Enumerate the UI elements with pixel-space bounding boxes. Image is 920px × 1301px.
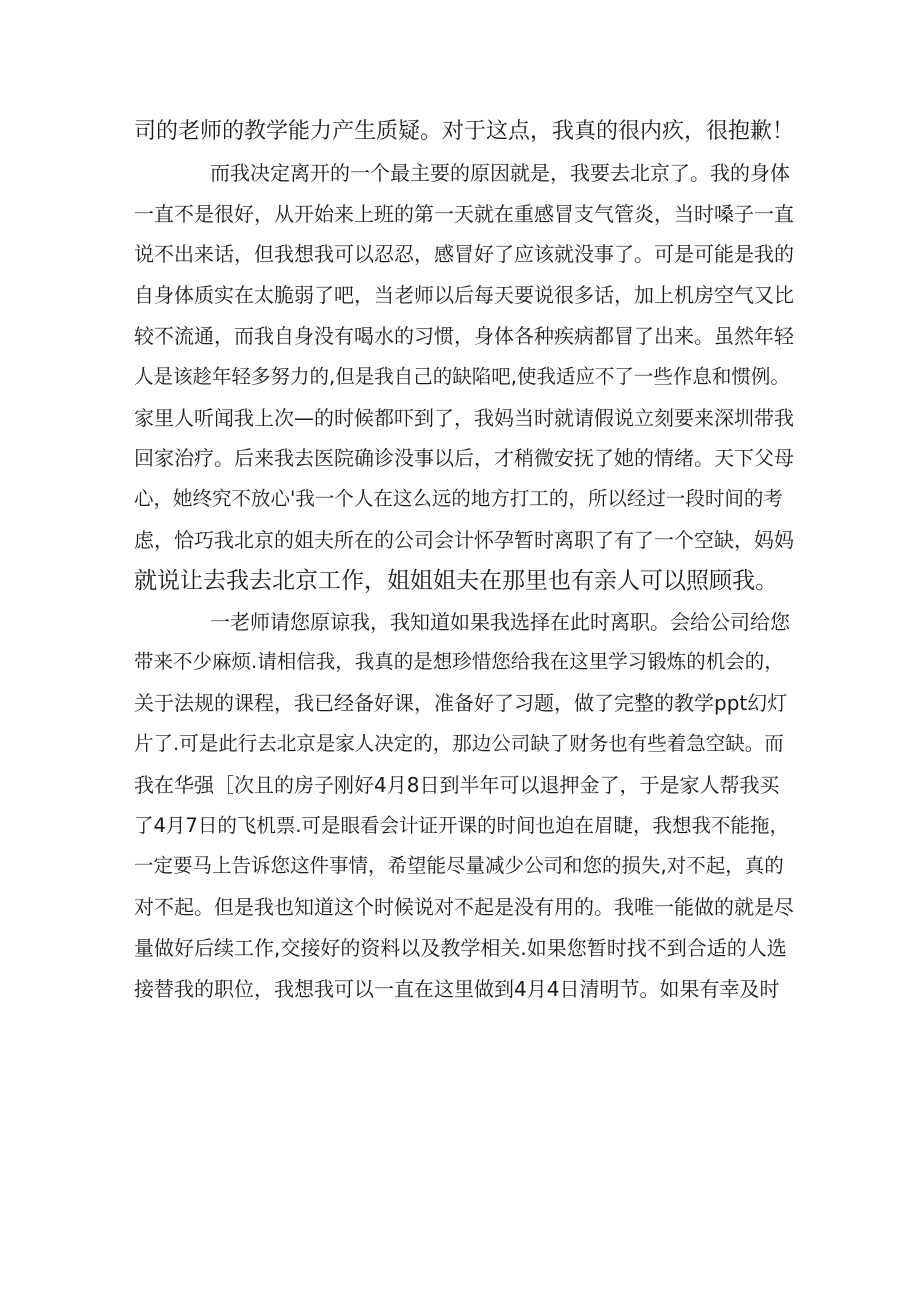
text-line: 接替我的职位，我想我可以一直在这里做到4月4日清明节。如果有幸及时 bbox=[134, 976, 780, 1001]
text-line: 就说让去我去北京工作，姐姐姐夫在那里也有亲人可以照顾我。 bbox=[134, 567, 778, 594]
text-line: 回家治疗。后来我去医院确诊没事以后，才稍微安抚了她的情绪。天下父母 bbox=[134, 446, 794, 471]
text-line: 对不起。但是我也知道这个时候说对不起是没有用的。我唯一能做的就是尽 bbox=[134, 895, 794, 920]
text-line: 自身体质实在太脆弱了吧，当老师以后每天要说很多话，加上机房空气又比 bbox=[134, 283, 794, 308]
text-line: 一定要马上告诉您这件事情，希望能尽量减少公司和您的损失,对不起，真的 bbox=[134, 854, 784, 878]
text-line: 一直不是很好，从开始来上班的第一天就在重感冒支气管炎，当时嗓子一直 bbox=[134, 201, 794, 226]
text-line: 片了.可是此行去北京是家人决定的，那边公司缺了财务也有些着急空缺。而 bbox=[134, 731, 784, 755]
text-line: 量做好后续工作,交接好的资料以及教学相关.如果您暂时找不到合适的人选 bbox=[134, 935, 787, 960]
text-line: 心，她终究不放心'我一个人在这么远的地方打工的，所以经过一段时间的考 bbox=[134, 487, 783, 511]
paragraph-first-line: 一老师请您原谅我，我知道如果我选择在此时离职。会给公司给您 bbox=[210, 609, 790, 634]
text-line: 说不出来话，但我想我可以忍忍，感冒好了应该就没事了。可是可能是我的 bbox=[134, 242, 794, 267]
text-line: 我在华强［次且的房子刚好4月8日到半年可以退押金了，于是家人帮我买 bbox=[134, 772, 780, 797]
text-line: 带来不少麻烦.请相信我，我真的是想珍惜您给我在这里学习锻炼的机会的， bbox=[134, 650, 784, 674]
text-line: 虑，恰巧我北京的姐夫所在的公司会计怀孕暂时离职了有了一个空缺，妈妈 bbox=[134, 527, 794, 552]
text-line: 人是该趁年轻多努力的,但是我自己的缺陷吧,使我适应不了一些作息和惯例。 bbox=[134, 364, 790, 388]
paragraph-first-line: 而我决定离开的一个最主要的原因就是，我要去北京了。我的身体 bbox=[210, 160, 790, 185]
text-line: 家里人听闻我上次—的时候都吓到了，我妈当时就请假说立刻要来深圳带我 bbox=[134, 405, 794, 430]
text-line: 较不流通，而我自身没有喝水的习惯，身体各种疾病都冒了出来。虽然年轻 bbox=[134, 323, 794, 348]
text-line: 司的老师的教学能力产生质疑。对于这点，我真的很内疚，很抱歉！ bbox=[134, 119, 795, 144]
body-text bbox=[134, 112, 794, 1010]
text-line: 关于法规的课程，我已经备好课，准备好了习题，做了完整的教学ppt幻灯 bbox=[134, 691, 788, 716]
text-line: 了4月7日的飞机票.可是眼看会计证开课的时间也迫在眉睫，我想我不能拖， bbox=[134, 813, 790, 837]
